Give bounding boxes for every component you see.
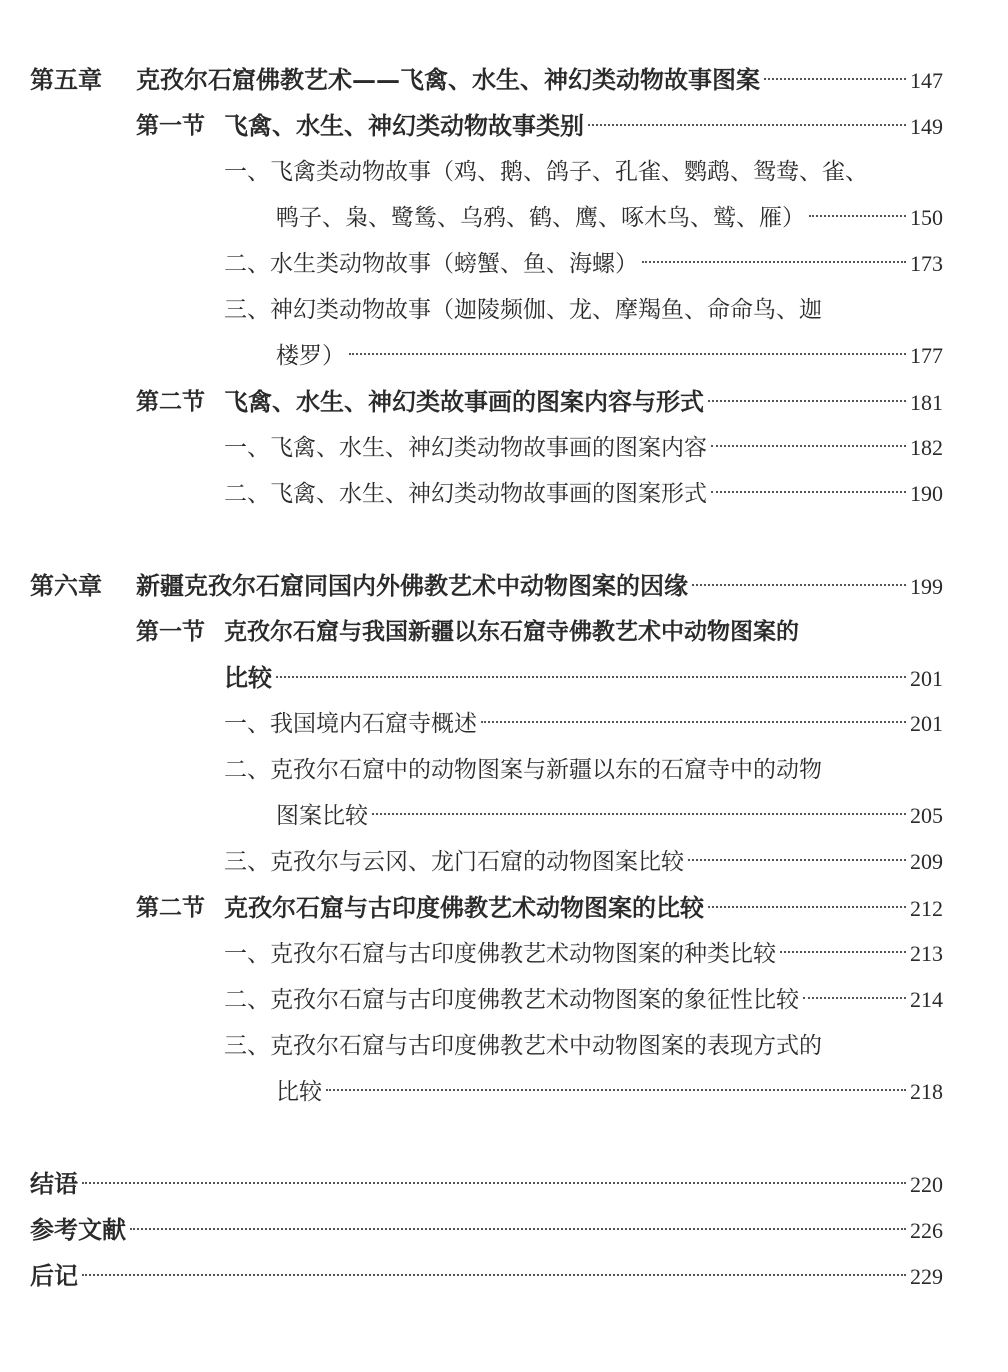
item-title-line2: 鸭子、枭、鹭鸶、乌鸦、鹤、鹰、啄木鸟、鹫、雁） <box>276 205 805 231</box>
toc-item-5-1-3-cont[interactable] <box>0 333 1008 379</box>
toc-afterword[interactable] <box>0 1253 1008 1299</box>
page-number: 177 <box>910 343 943 368</box>
toc-item-5-1-1-cont[interactable] <box>0 195 1008 241</box>
page-number: 201 <box>910 711 943 736</box>
item-title-line1: 三、克孜尔石窟与古印度佛教艺术中动物图案的表现方式的 <box>224 1033 822 1059</box>
toc-conclusion[interactable] <box>0 1161 1008 1207</box>
item-title-line1: 二、克孜尔石窟中的动物图案与新疆以东的石窟寺中的动物 <box>224 757 822 783</box>
item-title: 一、飞禽、水生、神幻类动物故事画的图案内容 <box>224 435 707 461</box>
entry-title: 参考文献 <box>30 1215 126 1244</box>
leader-dots <box>642 261 906 263</box>
page-number: 147 <box>910 68 943 93</box>
toc-item-6-2-3-cont[interactable] <box>0 1069 1008 1115</box>
page-number: 218 <box>910 1079 943 1104</box>
section-label: 第二节 <box>136 894 205 921</box>
toc-item-5-2-2[interactable] <box>0 471 1008 517</box>
leader-dots <box>326 1089 906 1091</box>
page-number: 150 <box>910 205 943 230</box>
item-title: 一、我国境内石窟寺概述 <box>224 711 477 737</box>
item-title-line1: 三、神幻类动物故事（迦陵频伽、龙、摩羯鱼、命命鸟、迦 <box>224 297 822 323</box>
toc-item-6-2-1[interactable] <box>0 931 1008 977</box>
toc-chapter-5[interactable] <box>0 57 1008 103</box>
page-number: 229 <box>910 1264 943 1289</box>
section-title-line2: 比较 <box>224 663 272 692</box>
toc-item-6-1-2[interactable] <box>0 747 1008 793</box>
leader-dots <box>711 491 906 493</box>
page-number: 214 <box>910 987 943 1012</box>
leader-dots <box>349 353 906 355</box>
section-title: 克孜尔石窟与古印度佛教艺术动物图案的比较 <box>224 893 704 922</box>
section-title: 飞禽、水生、神幻类动物故事类别 <box>224 111 584 140</box>
page-number: 181 <box>910 390 943 415</box>
leader-dots <box>809 215 906 217</box>
chapter-title: 克孜尔石窟佛教艺术——飞禽、水生、神幻类动物故事图案 <box>136 65 760 94</box>
section-label: 第一节 <box>136 618 205 645</box>
leader-dots <box>708 400 906 402</box>
page-number: 190 <box>910 481 943 506</box>
toc-section-5-2[interactable] <box>0 379 1008 425</box>
page-number: 212 <box>910 896 943 921</box>
item-title: 二、克孜尔石窟与古印度佛教艺术动物图案的象征性比较 <box>224 987 799 1013</box>
leader-dots <box>764 78 906 80</box>
leader-dots <box>372 813 906 815</box>
leader-dots <box>588 124 906 126</box>
item-title: 一、克孜尔石窟与古印度佛教艺术动物图案的种类比较 <box>224 941 776 967</box>
toc-item-6-2-2[interactable] <box>0 977 1008 1023</box>
item-title-line2: 图案比较 <box>276 803 368 829</box>
toc-references[interactable] <box>0 1207 1008 1253</box>
chapter-label: 第六章 <box>30 571 102 600</box>
toc-section-6-2[interactable] <box>0 885 1008 931</box>
toc-section-5-1[interactable] <box>0 103 1008 149</box>
leader-dots <box>276 676 906 678</box>
section-label: 第一节 <box>136 112 205 139</box>
page-number: 226 <box>910 1218 943 1243</box>
section-label: 第二节 <box>136 388 205 415</box>
leader-dots <box>688 859 906 861</box>
item-title-line1: 一、飞禽类动物故事（鸡、鹅、鸽子、孔雀、鹦鹉、鸳鸯、雀、 <box>224 159 868 185</box>
leader-dots <box>711 445 906 447</box>
leader-dots <box>708 906 906 908</box>
page-number: 173 <box>910 251 943 276</box>
item-title: 二、水生类动物故事（螃蟹、鱼、海螺） <box>224 251 638 277</box>
toc-item-5-1-2[interactable] <box>0 241 1008 287</box>
leader-dots <box>780 951 906 953</box>
section-title: 飞禽、水生、神幻类故事画的图案内容与形式 <box>224 387 704 416</box>
toc-section-6-1-cont[interactable] <box>0 655 1008 701</box>
chapter-label: 第五章 <box>30 65 102 94</box>
page-number: 182 <box>910 435 943 460</box>
leader-dots <box>130 1228 906 1230</box>
toc-section-6-1[interactable] <box>0 609 1008 655</box>
leader-dots <box>481 721 906 723</box>
toc-item-5-1-3[interactable] <box>0 287 1008 333</box>
toc-item-6-1-1[interactable] <box>0 701 1008 747</box>
page-number: 205 <box>910 803 943 828</box>
entry-title: 结语 <box>30 1169 78 1198</box>
section-title-line1: 克孜尔石窟与我国新疆以东石窟寺佛教艺术中动物图案的 <box>224 618 799 645</box>
page-number: 199 <box>910 574 943 599</box>
leader-dots <box>692 584 906 586</box>
toc-item-6-1-3[interactable] <box>0 839 1008 885</box>
toc-chapter-6[interactable] <box>0 563 1008 609</box>
page-number: 201 <box>910 666 943 691</box>
item-title-line2: 比较 <box>276 1079 322 1105</box>
item-title: 三、克孜尔与云冈、龙门石窟的动物图案比较 <box>224 849 684 875</box>
leader-dots <box>82 1182 906 1184</box>
toc-item-6-2-3[interactable] <box>0 1023 1008 1069</box>
item-title: 二、飞禽、水生、神幻类动物故事画的图案形式 <box>224 481 707 507</box>
leader-dots <box>803 997 906 999</box>
toc-item-5-2-1[interactable] <box>0 425 1008 471</box>
chapter-title: 新疆克孜尔石窟同国内外佛教艺术中动物图案的因缘 <box>136 571 688 600</box>
page-number: 209 <box>910 849 943 874</box>
item-title-line2: 楼罗） <box>276 343 345 369</box>
page-number: 149 <box>910 114 943 139</box>
leader-dots <box>82 1274 906 1276</box>
toc-item-6-1-2-cont[interactable] <box>0 793 1008 839</box>
page-number: 213 <box>910 941 943 966</box>
toc-item-5-1-1[interactable] <box>0 149 1008 195</box>
page-number: 220 <box>910 1172 943 1197</box>
entry-title: 后记 <box>30 1261 78 1290</box>
